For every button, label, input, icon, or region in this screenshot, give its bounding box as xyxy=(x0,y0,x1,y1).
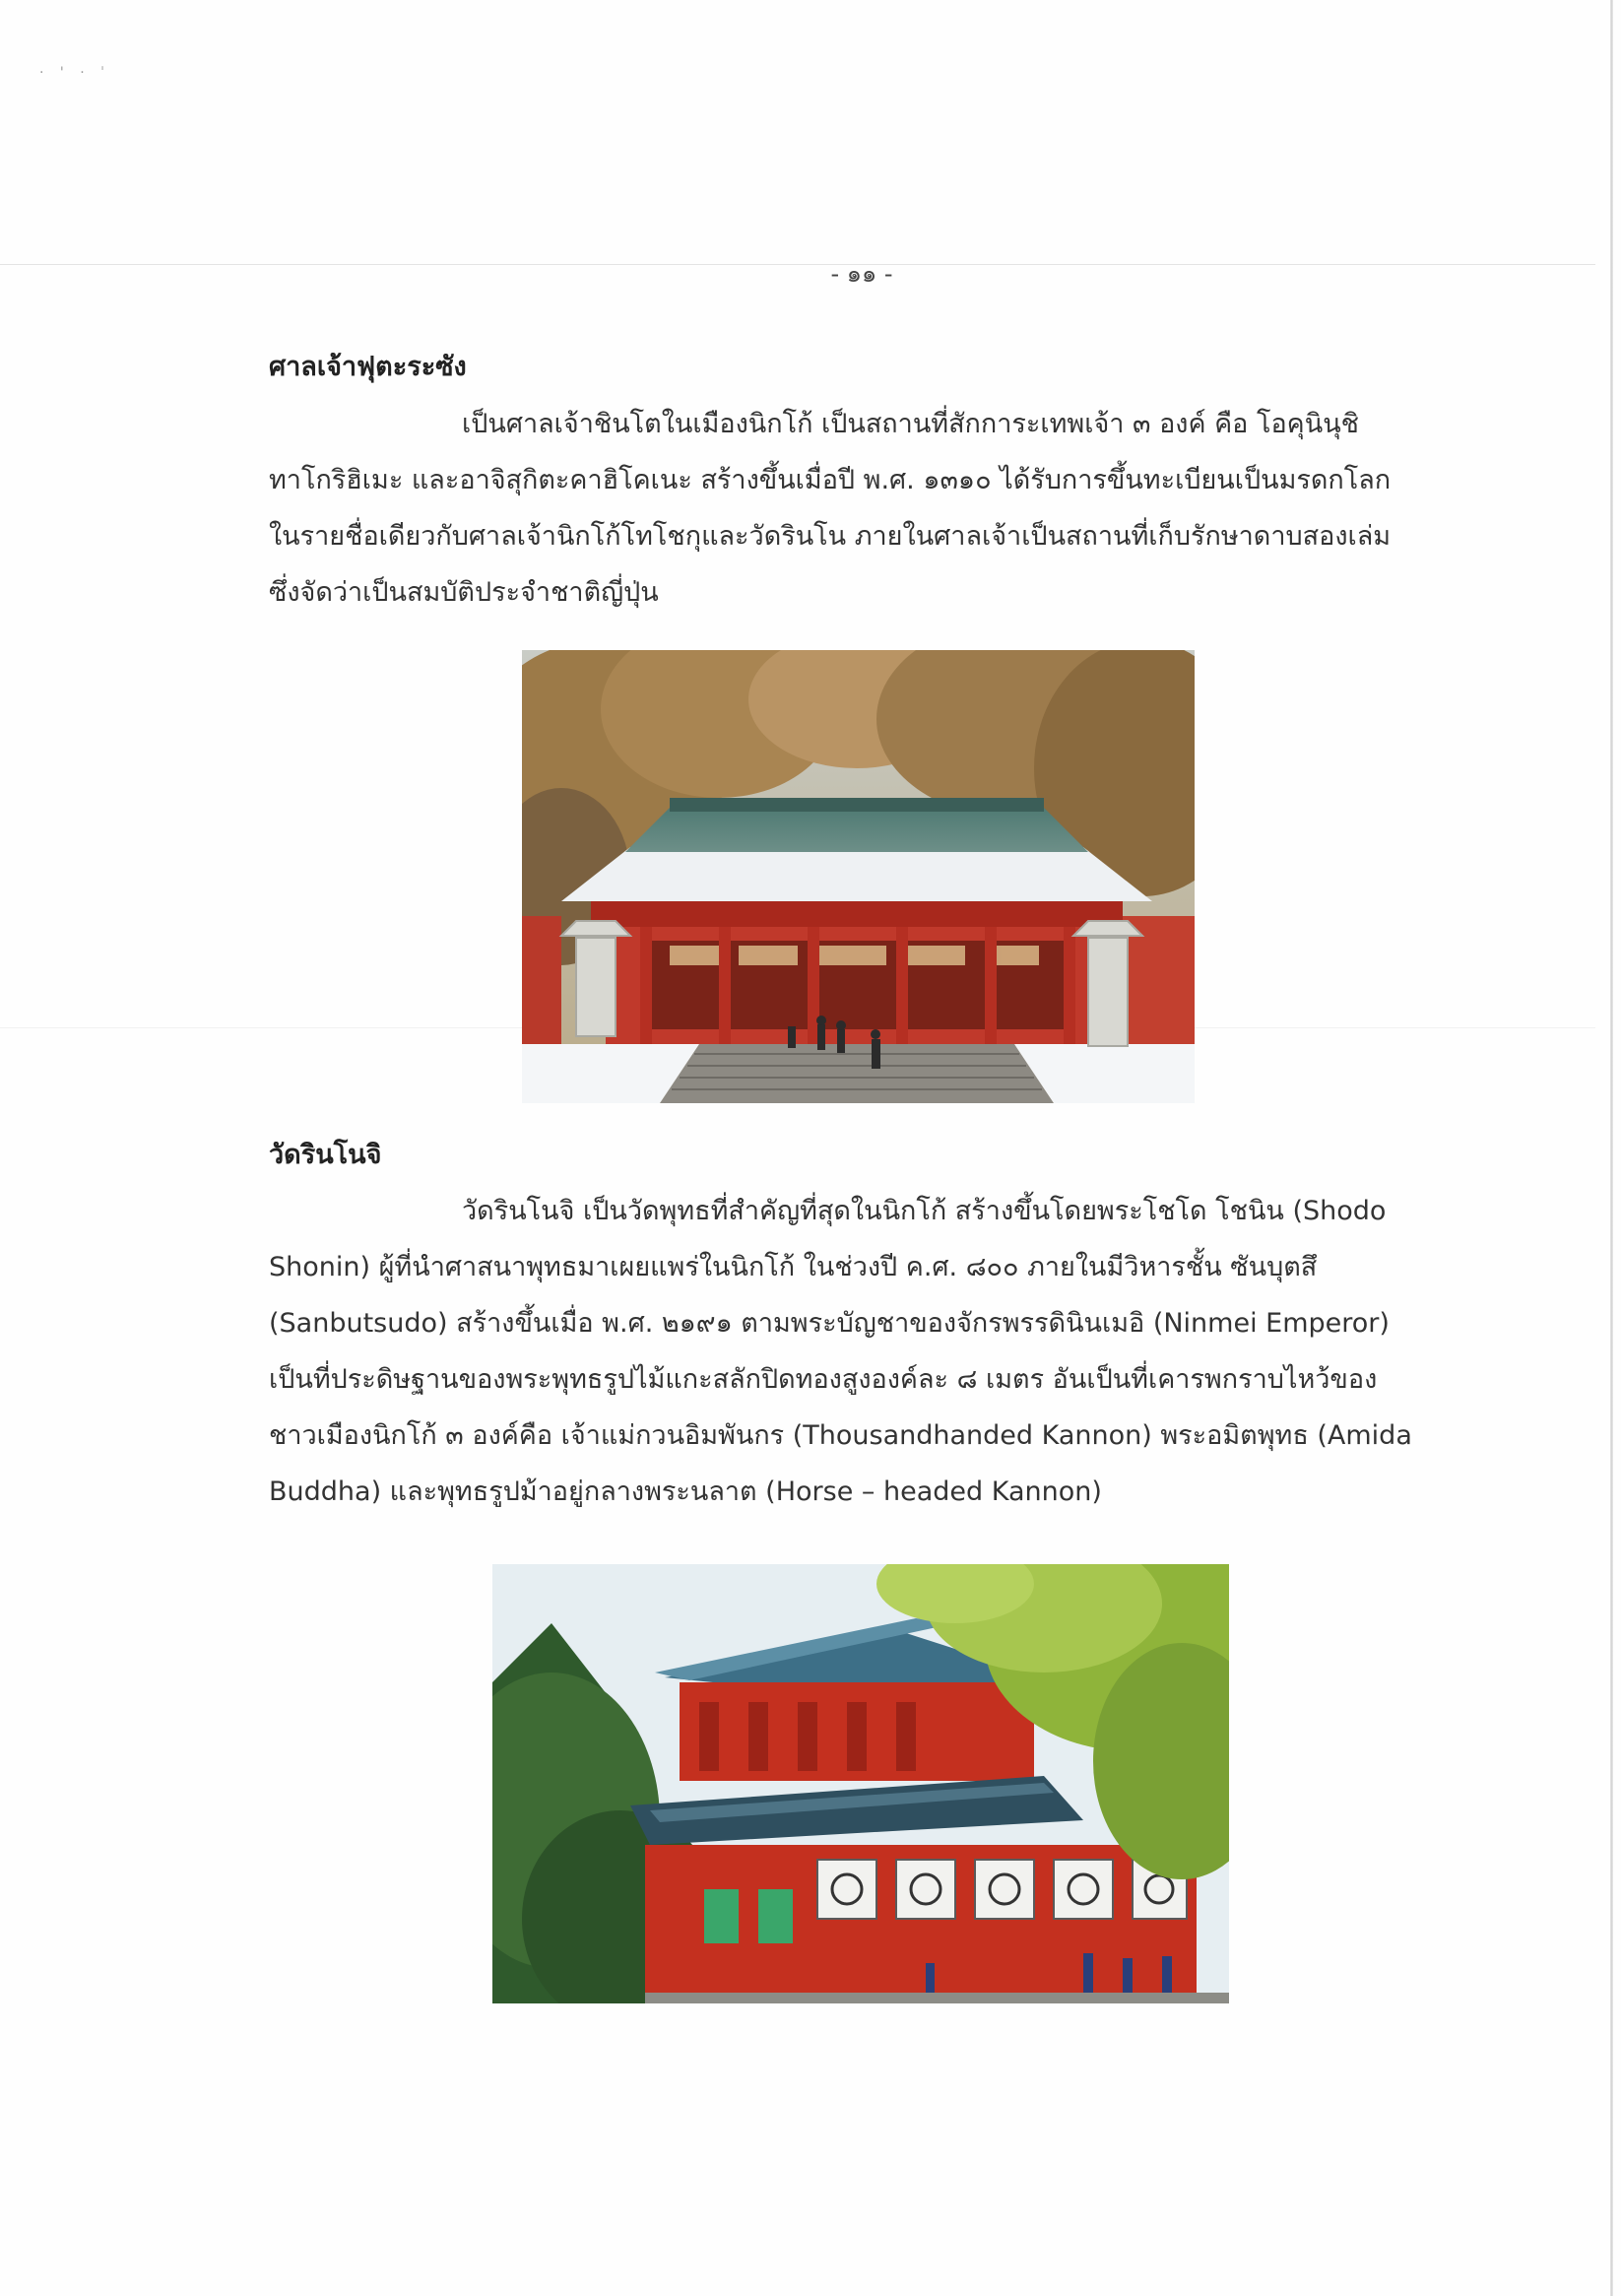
paragraph-line: ซึ่งจัดว่าเป็นสมบัติประจำชาติญี่ปุ่น xyxy=(269,577,659,608)
paragraph-line: ทาโกริฮิเมะ และอาจิสุกิตะคาฮิโคเนะ สร้างขึ้นเมื่อปี พ.ศ. ๑๓๑๐ ได้รับการขึ้นทะเบียนเป็นมรดกโลก xyxy=(269,465,1392,495)
section-heading-futarasan: ศาลเจ้าฟุตะระซัง xyxy=(269,352,467,382)
paragraph-line: Buddha) และพุทธรูปม้าอยู่กลางพระนลาต (Horse – headed Kannon) xyxy=(269,1476,1102,1507)
page-edge xyxy=(1610,0,1613,2296)
paragraph-line: เป็นศาลเจ้าชินโตในเมืองนิกโก้ เป็นสถานที่สักการะเทพเจ้า ๓ องค์ คือ โอคุนินุชิ xyxy=(462,409,1359,439)
page-number: - ๑๑ - xyxy=(830,260,893,288)
paragraph-line: วัดรินโนจิ เป็นวัดพุทธที่สำคัญที่สุดในนิกโก้ สร้างขึ้นโดยพระโชโด โชนิน (Shodo xyxy=(462,1196,1387,1226)
paragraph-line: เป็นที่ประดิษฐานของพระพุทธรูปไม้แกะสลักปิดทองสูงองค์ละ ๘ เมตร อันเป็นที่เคารพกราบไหว้ของ xyxy=(269,1364,1378,1395)
temple-photo xyxy=(492,1564,1229,2003)
paragraph-line: (Sanbutsudo) สร้างขึ้นเมื่อ พ.ศ. ๒๑๙๑ ตามพระบัญชาของจักรพรรดินินเมอิ (Ninmei Emperor) xyxy=(269,1308,1390,1339)
scan-specks: · ' · ˈ xyxy=(39,65,110,81)
section-paragraph-futarasan xyxy=(269,396,1392,621)
section-paragraph-rinnoji xyxy=(269,1183,1412,1520)
paragraph-line: Shonin) ผู้ที่นำศาสนาพุทธมาเผยแพร่ในนิกโก้ ในช่วงปี ค.ศ. ๘๐๐ ภายในมีวิหารชั้น ซันบุตสึ xyxy=(269,1252,1318,1282)
paragraph-line: ในรายชื่อเดียวกับศาลเจ้านิกโก้โทโชกุและวัดรินโน ภายในศาลเจ้าเป็นสถานที่เก็บรักษาดาบสองเล่ม xyxy=(269,521,1392,552)
section-heading-rinnoji: วัดรินโนจิ xyxy=(269,1140,382,1170)
paragraph-line: ชาวเมืองนิกโก้ ๓ องค์คือ เจ้าแม่กวนอิมพันกร (Thousandhanded Kannon) พระอมิตพุทธ (Amida xyxy=(269,1420,1412,1451)
shrine-photo xyxy=(522,650,1195,1103)
